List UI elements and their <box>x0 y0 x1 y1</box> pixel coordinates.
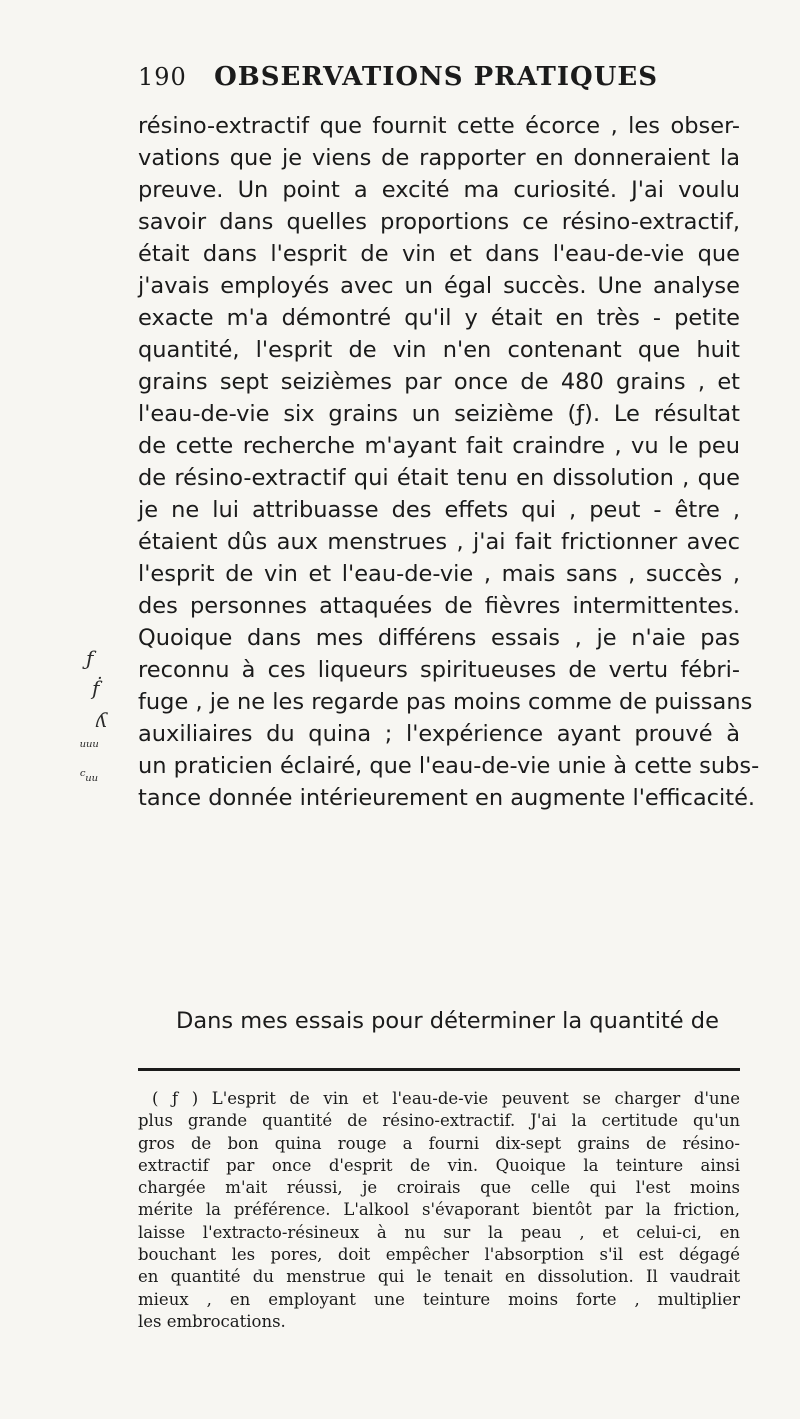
text-line: de cette recherche m'ayant fait craindre , vu le peu <box>138 433 740 459</box>
text-line: j'avais employés avec un égal succès. Une analyse <box>138 273 740 299</box>
text-line: des personnes attaquées de fièvres intermittentes. <box>138 593 740 619</box>
footnote-line: extractif par once d'esprit de vin. Quoique la teinture ainsi <box>138 1155 740 1175</box>
text-line: savoir dans quelles proportions ce résino-extractif, <box>138 209 740 235</box>
margin-annotation: ḟ <box>92 676 100 700</box>
page-number: 190 <box>138 63 187 91</box>
text-line: preuve. Un point a excité ma curiosité. J'ai voulu <box>138 177 740 203</box>
footnote-line: mérite la préférence. L'alkool s'évaporant bientôt par la friction, <box>138 1200 740 1220</box>
second-paragraph: Dans mes essais pour déterminer la quantité de <box>176 1008 719 1034</box>
running-header <box>138 62 658 92</box>
footnote-line: plus grande quantité de résino-extractif. J'ai la certitude qu'un <box>138 1111 740 1131</box>
text-line: fuge , je ne les regarde pas moins comme de puissans <box>138 689 753 715</box>
text-line: exacte m'a démontré qu'il y était en très - petite <box>138 305 740 331</box>
main-paragraph <box>138 110 760 814</box>
text-line: quantité, l'esprit de vin n'en contenant que huit <box>138 337 740 363</box>
footnote-line: laisse l'extracto-résineux à nu sur la peau , et celui-ci, en <box>138 1222 740 1242</box>
text-line: grains sept seizièmes par once de 480 grains , et <box>138 369 740 395</box>
footnote-rule <box>138 1068 740 1071</box>
running-title: OBSERVATIONS PRATIQUES <box>214 62 658 92</box>
text-line: tance donnée intérieurement en augmente l'efficacité. <box>138 785 756 811</box>
text-line: l'esprit de vin et l'eau-de-vie , mais sans , succès , <box>138 561 740 587</box>
text-line: l'eau-de-vie six grains un seizième (ƒ). Le résultat <box>138 401 740 427</box>
footnote-line: chargée m'ait réussi, je croirais que celle qui l'est moins <box>138 1178 740 1198</box>
margin-annotation: ᵤᵤᵤ <box>80 732 100 751</box>
text-line: étaient dûs aux menstrues , j'ai fait frictionner avec <box>138 529 740 555</box>
footnote-line: les embrocations. <box>138 1311 286 1331</box>
text-line: de résino-extractif qui était tenu en dissolution , que <box>138 465 740 491</box>
text-line: auxiliaires du quina ; l'expérience ayant prouvé à <box>138 721 740 747</box>
margin-annotation: ᶜᵤᵤ <box>80 766 99 785</box>
text-line: vations que je viens de rapporter en donneraient la <box>138 145 740 171</box>
margin-annotation: ʎ <box>96 708 108 732</box>
footnote-line: en quantité du menstrue qui le tenait en dissolution. Il vaudrait <box>138 1267 740 1287</box>
text-line: était dans l'esprit de vin et dans l'eau-de-vie que <box>138 241 740 267</box>
text-line: résino-extractif que fournit cette écorce , les obser- <box>138 113 740 139</box>
footnote-line: gros de bon quina rouge a fourni dix-sept grains de résino- <box>138 1133 740 1153</box>
footnote-line: bouchant les pores, doit empêcher l'absorption s'il est dégagé <box>138 1245 740 1265</box>
footnote-line: ( ƒ ) L'esprit de vin et l'eau-de-vie peuvent se charger d'une <box>152 1089 740 1108</box>
text-line: Quoique dans mes différens essais , je n'aie pas <box>138 625 740 651</box>
text-line: je ne lui attribuasse des effets qui , peut - être , <box>138 497 740 523</box>
footnote-line: mieux , en employant une teinture moins forte , multiplier <box>138 1289 740 1309</box>
margin-annotation: ƒ <box>86 646 94 670</box>
footnote <box>138 1088 740 1333</box>
text-line: un praticien éclairé, que l'eau-de-vie unie à cette subs- <box>138 753 760 779</box>
text-line: reconnu à ces liqueurs spiritueuses de vertu fébri- <box>138 657 740 683</box>
